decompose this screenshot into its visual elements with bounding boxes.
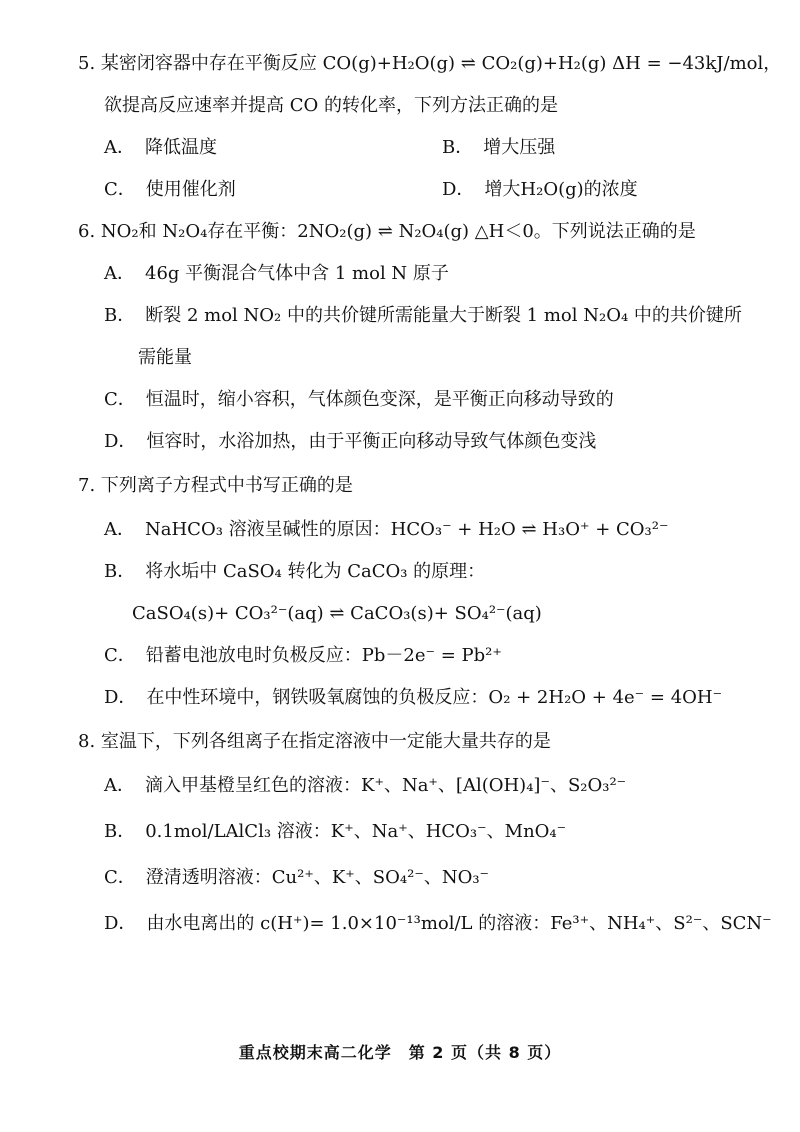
q5-option-d: D． 增大H₂O(g)的浓度: [442, 179, 638, 200]
q6-option-b-continued: 需能量: [138, 347, 192, 368]
q7-option-a: A． NaHCO₃ 溶液呈碱性的原因：HCO₃⁻ + H₂O ⇌ H₃O⁺ + CO₃²⁻: [104, 519, 669, 540]
q5-stem-line2: 欲提高反应速率并提高 CO 的转化率，下列方法正确的是: [104, 95, 558, 116]
q7-stem: 7. 下列离子方程式中书写正确的是: [78, 475, 353, 496]
q7-option-c: C． 铅蓄电池放电时负极反应：Pb－2e⁻ = Pb²⁺: [104, 645, 502, 666]
q8-stem: 8. 室温下，下列各组离子在指定溶液中一定能大量共存的是: [78, 731, 551, 752]
q5-option-c: C． 使用催化剂: [104, 179, 236, 200]
q7-number: 7.: [78, 475, 96, 496]
q6-number: 6.: [78, 221, 96, 242]
q6-option-a: A． 46g 平衡混合气体中含 1 mol N 原子: [104, 263, 449, 284]
q6-option-d: D． 恒容时，水浴加热，由于平衡正向移动导致气体颜色变浅: [104, 431, 597, 452]
q7-option-d: D． 在中性环境中，钢铁吸氧腐蚀的负极反应：O₂ + 2H₂O + 4e⁻ = 4OH⁻: [104, 687, 723, 708]
q8-option-c: C． 澄清透明溶液：Cu²⁺、K⁺、SO₄²⁻、NO₃⁻: [104, 867, 490, 888]
q5-text-1: 某密闭容器中存在平衡反应 CO(g)+H₂O(g) ⇌ CO₂(g)+H₂(g) ΔH = −43kJ/mol，: [100, 53, 782, 74]
q8-number: 8.: [78, 731, 96, 752]
q7-option-b: B． 将水垢中 CaSO₄ 转化为 CaCO₃ 的原理：: [104, 561, 486, 582]
q6-option-b: B． 断裂 2 mol NO₂ 中的共价键所需能量大于断裂 1 mol N₂O₄ 中的共价键所: [104, 305, 742, 326]
q6-stem: 6. NO₂和 N₂O₄存在平衡：2NO₂(g) ⇌ N₂O₄(g) △H＜0。下列说法正确的是: [78, 221, 696, 242]
q7-option-b-equation: CaSO₄(s)+ CO₃²⁻(aq) ⇌ CaCO₃(s)+ SO₄²⁻(aq): [132, 603, 542, 624]
q5-option-b: B． 增大压强: [442, 137, 556, 158]
q8-option-a: A． 滴入甲基橙呈红色的溶液：K⁺、Na⁺、[Al(OH)₄]⁻、S₂O₃²⁻: [104, 775, 627, 796]
q5-option-a: A． 降低温度: [104, 137, 217, 158]
q6-option-c: C． 恒温时，缩小容积，气体颜色变深，是平衡正向移动导致的: [104, 389, 614, 410]
q8-option-d: D． 由水电离出的 c(H⁺)= 1.0×10⁻¹³mol/L 的溶液：Fe³⁺、NH₄⁺、S²⁻、SCN⁻: [104, 913, 772, 934]
q8-option-b: B． 0.1mol/LAlCl₃ 溶液：K⁺、Na⁺、HCO₃⁻、MnO₄⁻: [104, 821, 567, 842]
q5-stem-line1: [78, 52, 781, 76]
page-footer: 重点校期末高二化学 第 2 页（共 8 页）: [238, 1043, 562, 1062]
q5-number: 5.: [78, 53, 96, 74]
